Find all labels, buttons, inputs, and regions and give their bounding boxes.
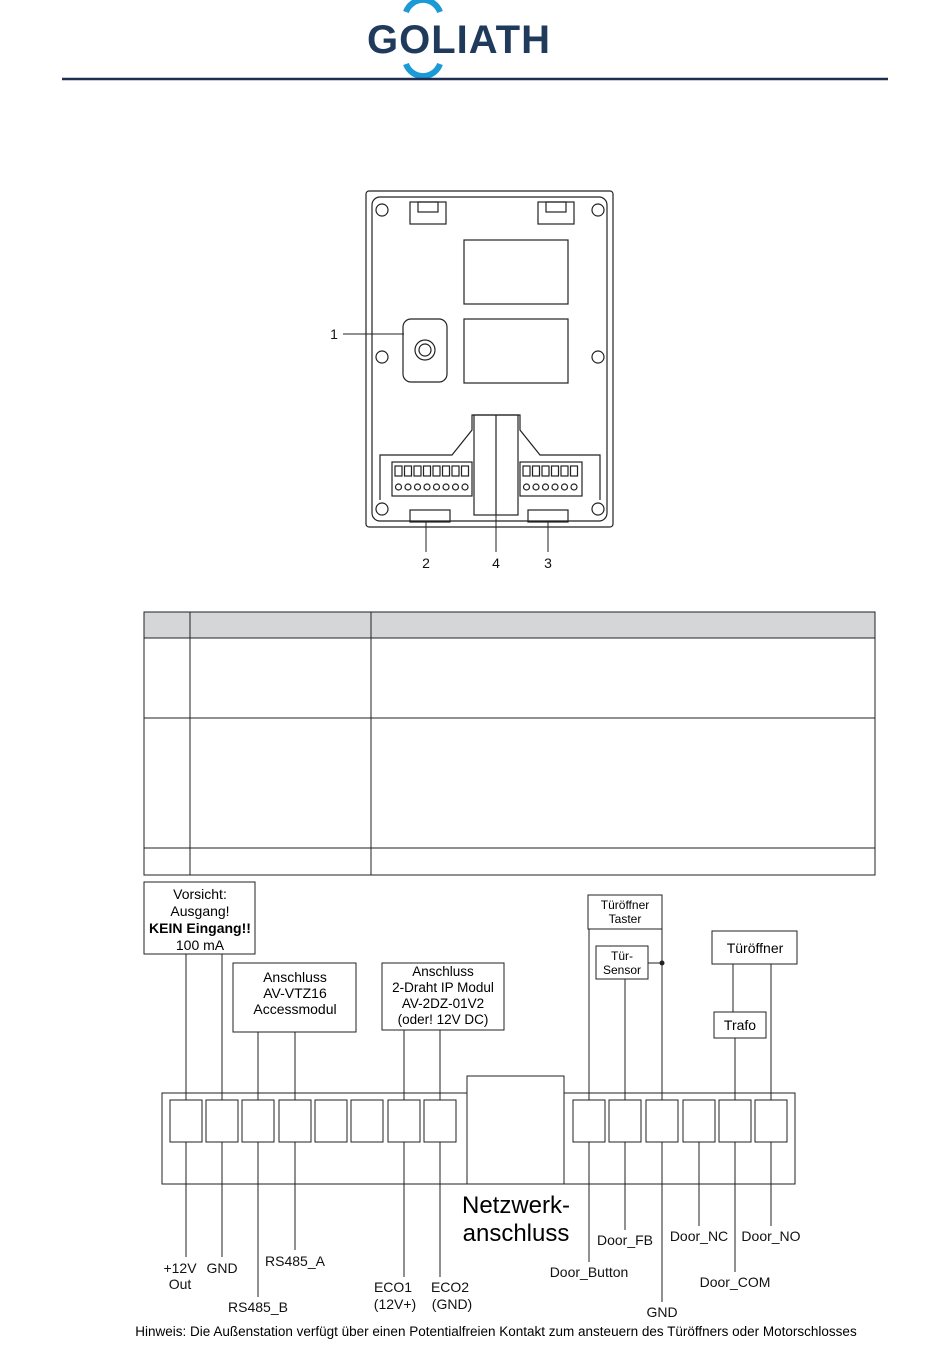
terminal-square	[573, 1100, 605, 1142]
top-clip-left-tab	[418, 202, 438, 212]
terminal-square	[206, 1100, 238, 1142]
description-table	[144, 612, 875, 875]
bottom-clip-left	[410, 510, 450, 522]
device-terminal-screw-left	[424, 484, 430, 490]
device-terminal-screw-right	[571, 484, 577, 490]
vtz-line-2: AV-VTZ16	[263, 985, 327, 1001]
trafo-label: Trafo	[723, 1017, 757, 1033]
warning-line-2: Ausgang!	[170, 903, 230, 919]
pin-label-door-com: Door_COM	[699, 1274, 771, 1290]
device-inner-frame	[372, 197, 607, 521]
terminal-square	[755, 1100, 787, 1142]
tamper-switch-inner	[419, 344, 431, 356]
callout-3: 3	[544, 555, 552, 571]
callout-4: 4	[492, 555, 500, 571]
table-header-row	[144, 612, 875, 638]
pin-label-12v: +12V	[163, 1260, 197, 1276]
pin-label-eco1: ECO1	[373, 1279, 413, 1295]
box-opener	[712, 931, 797, 964]
device-terminal-pin-right	[561, 466, 568, 476]
warning-line-4: 100 mA	[175, 937, 225, 953]
pin-label-door-fb: Door_FB	[596, 1232, 654, 1248]
device-terminal-pin-left	[395, 466, 402, 476]
terminal-square	[170, 1100, 202, 1142]
terminal-square	[424, 1100, 456, 1142]
box-warning	[144, 882, 255, 954]
opener-label: Türöffner	[726, 940, 784, 956]
wiring-diagram	[144, 882, 801, 1320]
logo-arc-top	[406, 0, 440, 12]
device-terminal-screw-left	[462, 484, 468, 490]
screw-mid-right	[592, 351, 604, 363]
terminal-pins-right	[523, 466, 578, 490]
tamper-switch-housing	[403, 319, 447, 382]
bottom-clip-right	[528, 510, 568, 522]
device-terminal-screw-left	[453, 484, 459, 490]
device-terminal-pin-left	[462, 466, 469, 476]
device-terminal-pin-left	[433, 466, 440, 476]
header	[62, 0, 888, 79]
device-terminal-pin-left	[424, 466, 431, 476]
warning-line-1: Vorsicht:	[173, 886, 227, 902]
device-terminal-screw-left	[434, 484, 440, 490]
terminal-square	[351, 1100, 383, 1142]
box-vtz16	[233, 963, 356, 1032]
device-terminal-screw-left	[415, 484, 421, 490]
pin-label-eco2: ECO2	[430, 1279, 470, 1295]
terminal-square	[683, 1100, 715, 1142]
top-clip-right-tab	[546, 202, 566, 212]
terminal-square	[646, 1100, 678, 1142]
terminal-pins-left	[395, 466, 469, 490]
label-area-bottom	[464, 319, 568, 383]
pin-label-12v-out: Out	[168, 1276, 192, 1292]
pin-label-eco1-sub: (12V+)	[373, 1296, 417, 1312]
device-terminal-pin-left	[405, 466, 412, 476]
device-terminal-screw-right	[524, 484, 530, 490]
device-terminal-pin-left	[452, 466, 459, 476]
callout-1: 1	[330, 326, 338, 342]
ip-line-4: (oder! 12V DC)	[397, 1012, 489, 1027]
box-taster	[588, 895, 662, 929]
device-callouts	[330, 326, 552, 571]
ip-line-2: 2-Draht IP Modul	[392, 980, 494, 995]
box-trafo	[714, 1012, 766, 1038]
pin-label-eco2-sub: (GND)	[431, 1296, 473, 1312]
screw-mid-left	[376, 351, 388, 363]
device-terminal-screw-right	[543, 484, 549, 490]
junction-dot	[660, 961, 665, 966]
pin-label-door-no: Door_NO	[741, 1228, 801, 1244]
device-terminal-pin-right	[571, 466, 578, 476]
terminal-square	[315, 1100, 347, 1142]
pin-label-door-button: Door_Button	[549, 1264, 629, 1280]
pin-label-gnd-left: GND	[206, 1260, 238, 1276]
sensor-line-2: Sensor	[602, 963, 642, 977]
network-label-line-1: Netzwerk-	[461, 1192, 571, 1219]
pin-label-rs485-a: RS485_A	[265, 1253, 325, 1269]
device-terminal-pin-left	[443, 466, 450, 476]
footnote: Hinweis: Die Außenstation verfügt über einen Potentialfreien Kontakt zum ansteuern des Türöffners oder Motorschlosses	[135, 1324, 857, 1339]
callout-2: 2	[422, 555, 430, 571]
label-area-top	[464, 240, 568, 304]
device-terminal-screw-left	[405, 484, 411, 490]
taster-line-2: Taster	[608, 912, 642, 926]
device-terminal-screw-left	[396, 484, 402, 490]
device-terminal-screw-right	[562, 484, 568, 490]
vtz-line-1: Anschluss	[263, 969, 327, 985]
vtz-line-3: Accessmodul	[253, 1001, 337, 1017]
device-terminal-pin-right	[542, 466, 549, 476]
device-terminal-pin-right	[552, 466, 559, 476]
screw-top-right	[592, 204, 604, 216]
ip-line-1: Anschluss	[412, 964, 474, 979]
screw-top-left	[376, 204, 388, 216]
device-drawing	[343, 191, 613, 552]
screw-bottom-left	[376, 503, 388, 515]
terminal-square	[279, 1100, 311, 1142]
device-terminal-screw-left	[443, 484, 449, 490]
device-terminal-pin-right	[533, 466, 540, 476]
network-label-line-2: anschluss	[462, 1220, 570, 1247]
box-ip-module	[382, 963, 504, 1030]
device-terminal-screw-right	[552, 484, 558, 490]
top-clip-right	[538, 202, 574, 224]
terminal-square	[719, 1100, 751, 1142]
terminal-square	[388, 1100, 420, 1142]
device-terminal-screw-right	[533, 484, 539, 490]
device-terminal-pin-left	[414, 466, 421, 476]
top-clip-left	[410, 202, 446, 224]
logo-arc-bottom	[406, 64, 440, 76]
screw-bottom-right	[592, 503, 604, 515]
tamper-switch-button	[415, 340, 435, 360]
ip-line-3: AV-2DZ-01V2	[401, 996, 485, 1011]
terminal-square	[609, 1100, 641, 1142]
pin-label-gnd-right: GND	[646, 1304, 678, 1320]
logo-text: GOLIATH	[366, 18, 552, 62]
pin-label-rs485-b: RS485_B	[228, 1299, 288, 1315]
table-border	[144, 612, 875, 875]
terminal-square	[242, 1100, 274, 1142]
sensor-line-1: Tür-	[611, 949, 633, 963]
network-jack	[467, 1076, 564, 1184]
pin-label-door-nc: Door_NC	[669, 1228, 729, 1244]
taster-line-1: Türöffner	[600, 898, 650, 912]
warning-line-3: KEIN Eingang!!	[149, 920, 251, 936]
box-sensor	[596, 946, 648, 979]
goliath-logo	[367, 0, 551, 76]
device-terminal-pin-right	[523, 466, 530, 476]
